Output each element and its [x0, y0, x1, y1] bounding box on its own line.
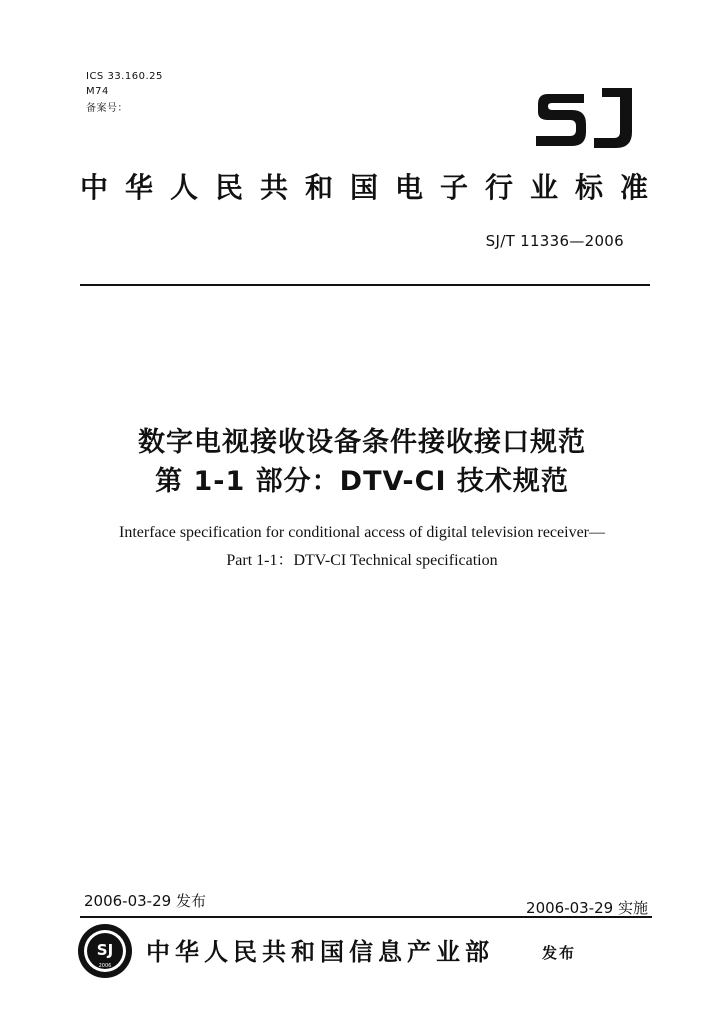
english-title-line-2: Part 1-1：DTV-CI Technical specification [226, 552, 498, 569]
classification-code: M74 [86, 86, 109, 97]
registration-label: 备案号： [86, 103, 128, 114]
implementation-date: 2006-03-29 实施 [526, 899, 648, 917]
standard-number: SJ/T 11336—2006 [485, 232, 624, 250]
issue-date: 2006-03-29 发布 [84, 892, 206, 910]
publisher-name: 中华人民共和国信息产业部 [146, 938, 494, 966]
seal-letters: SJ [96, 941, 114, 959]
seal-year: 2006 [98, 963, 112, 969]
header-divider [80, 284, 650, 286]
standard-category-title: 中华人民共和国电子行业标准 [80, 171, 666, 204]
english-title-line-1: Interface specification for conditional access of digital television receiver— [118, 524, 605, 541]
ics-code: ICS 33.160.25 [86, 71, 163, 82]
publisher-seal-icon [76, 922, 134, 980]
chinese-title-line-2: 第 1-1 部分：DTV-CI 技术规范 [155, 466, 569, 497]
publish-label: 发布 [542, 944, 577, 962]
chinese-title-line-1: 数字电视接收设备条件接收接口规范 [138, 427, 586, 458]
footer-divider [80, 916, 652, 918]
sj-logo [532, 82, 638, 154]
